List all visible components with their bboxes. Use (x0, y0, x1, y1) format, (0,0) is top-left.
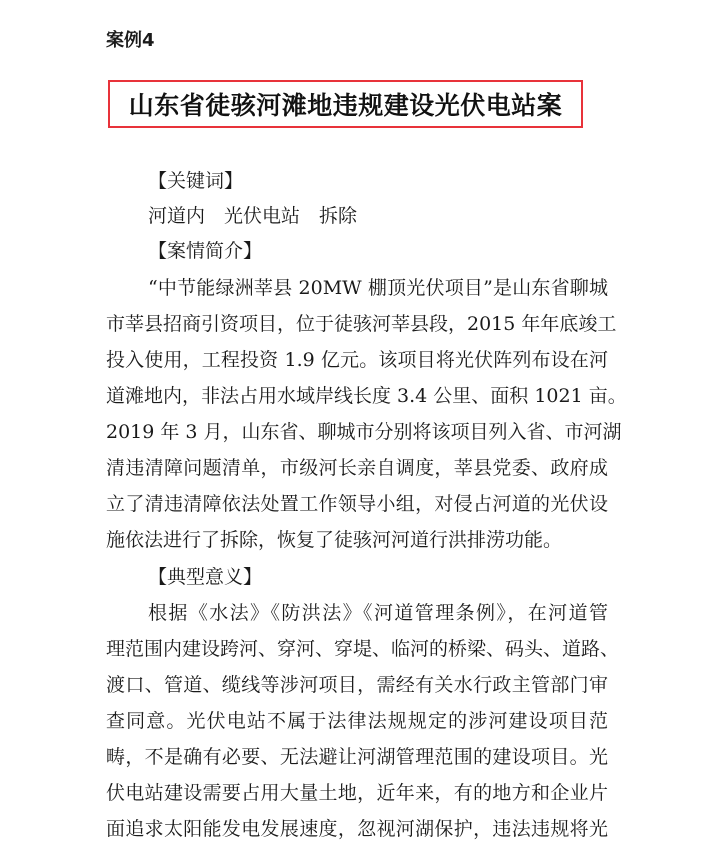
significance-line: 畴，不是确有必要、无法避让河湖管理范围的建设项目。光 (106, 746, 608, 768)
summary-line: “中节能绿洲莘县 20MW 棚顶光伏项目”是山东省聊城 (148, 277, 608, 299)
summary-line: 施依法进行了拆除，恢复了徒骇河河道行洪排涝功能。 (106, 529, 563, 551)
significance-line: 根据《水法》《防洪法》《河道管理条例》，在河道管 (148, 602, 608, 624)
significance-line: 理范围内建设跨河、穿河、穿堤、临河的桥梁、码头、道路、 (106, 638, 620, 660)
significance-heading: 【典型意义】 (148, 566, 263, 588)
summary-line: 立了清违清障依法处置工作领导小组，对侵占河道的光伏设 (106, 493, 608, 515)
summary-line: 道滩地内，非法占用水域岸线长度 3.4 公里、面积 1021 亩。 (106, 385, 627, 407)
summary-line: 2019 年 3 月，山东省、聊城市分别将该项目列入省、市河湖 (106, 421, 622, 443)
summary-heading: 【案情简介】 (148, 240, 263, 262)
summary-line: 市莘县招商引资项目，位于徒骇河莘县段，2015 年年底竣工 (106, 313, 617, 335)
significance-line: 查同意。光伏电站不属于法律法规规定的涉河建设项目范 (106, 710, 608, 732)
document-title: 山东省徒骇河滩地违规建设光伏电站案 (128, 91, 563, 120)
keywords-heading: 【关键词】 (148, 170, 244, 192)
significance-line: 伏电站建设需要占用大量土地，近年来，有的地方和企业片 (106, 782, 608, 804)
keywords: 河道内 光伏电站 拆除 (148, 205, 358, 227)
title-box (108, 80, 583, 128)
case-number: 案例4 (106, 30, 155, 51)
summary-line: 投入使用，工程投资 1.9 亿元。该项目将光伏阵列布设在河 (106, 349, 608, 371)
summary-line: 清违清障问题清单，市级河长亲自调度，莘县党委、政府成 (106, 457, 608, 479)
significance-line: 面追求太阳能发电发展速度，忽视河湖保护，违法违规将光 (106, 818, 608, 840)
significance-line: 渡口、管道、缆线等涉河项目，需经有关水行政主管部门审 (106, 674, 608, 696)
